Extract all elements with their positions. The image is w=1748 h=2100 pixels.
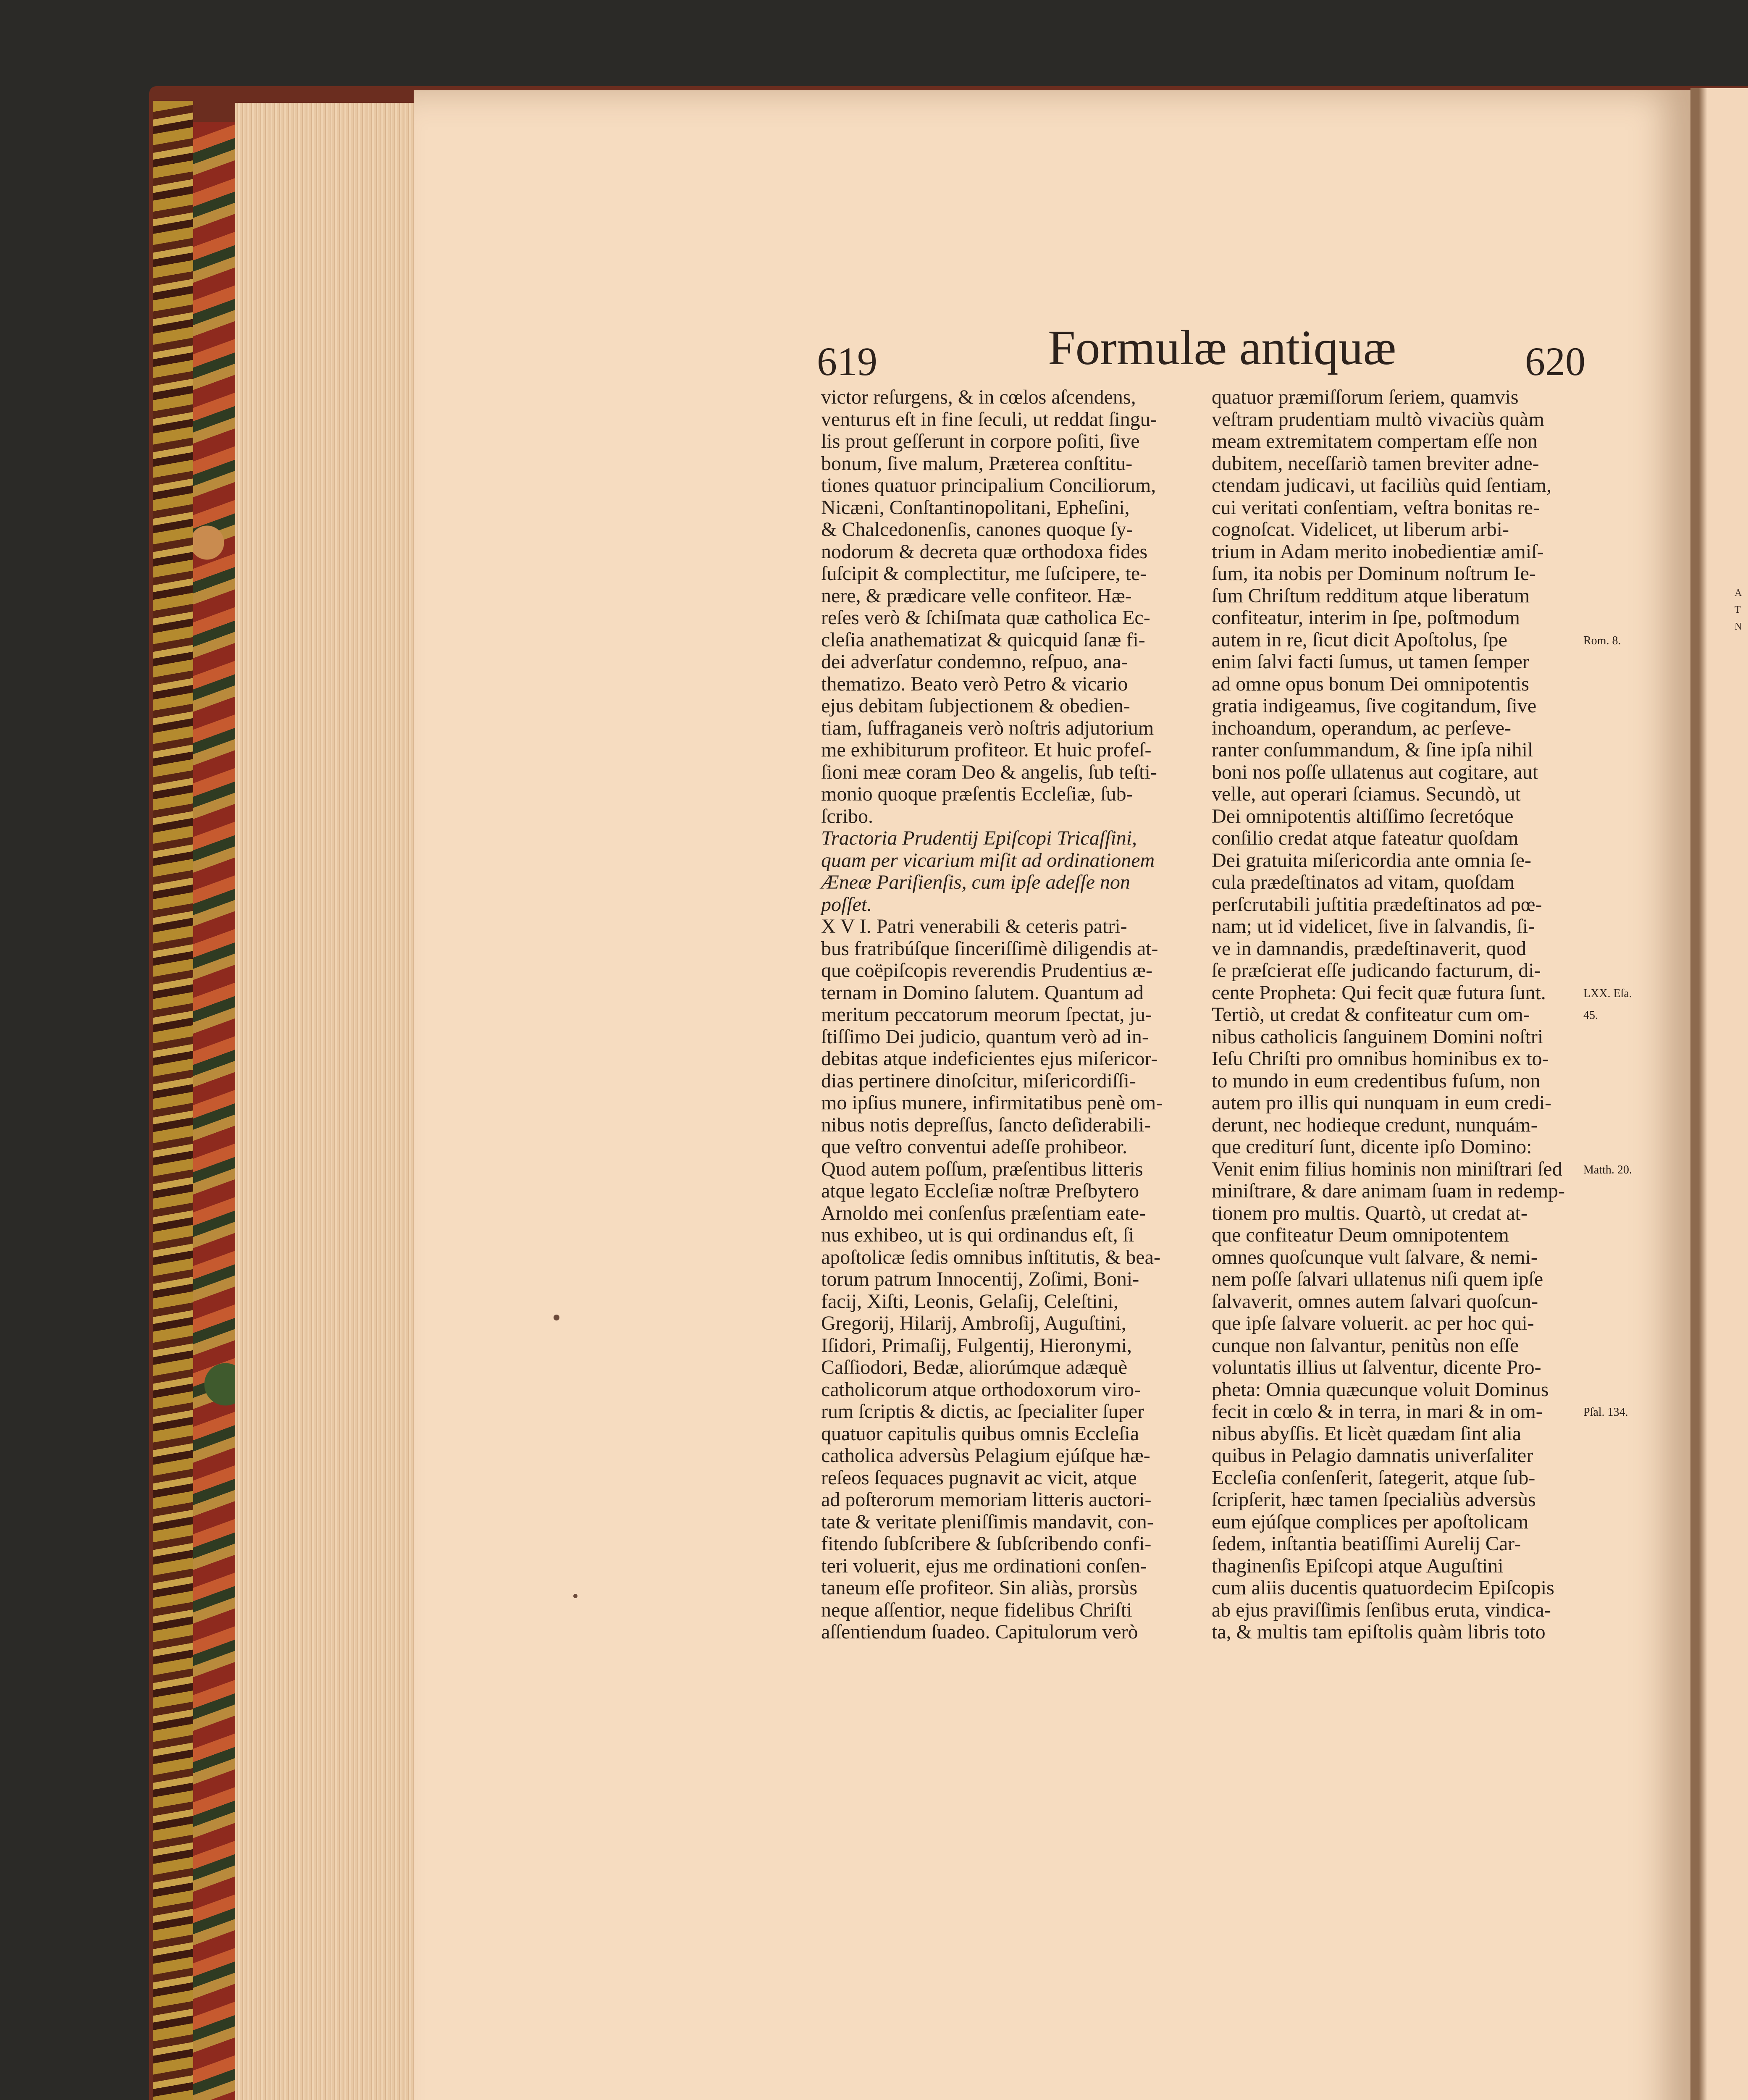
text-line: meritum peccatorum meorum ſpectat, ju-	[821, 1003, 1152, 1026]
page-number-right: 620	[1525, 339, 1585, 384]
text-line: Tertiò, ut credat & confiteatur cum om-	[1212, 1003, 1530, 1026]
text-line: me exhibiturum profiteor. Et huic profeſ-	[821, 739, 1152, 761]
running-head	[817, 319, 1585, 391]
text-line: debitas atque indeficientes ejus miſericor-	[821, 1047, 1158, 1070]
text-line: tiones quatuor principalium Conciliorum,	[821, 474, 1156, 496]
text-line: reſeos ſequaces pugnavit ac vicit, atque	[821, 1466, 1137, 1489]
text-line: ad omne opus bonum Dei omnipotentis	[1212, 672, 1529, 695]
text-line: ſalvaverit, omnes autem ſalvari quoſcun-	[1212, 1290, 1538, 1312]
text-line: que ipſe ſalvare voluerit. ac per hoc qui-	[1212, 1312, 1534, 1334]
text-line: lis prout geſſerunt in corpore poſiti, ſive	[821, 430, 1140, 452]
rubric-line: poſſet.	[821, 893, 872, 916]
text-line: ctendam judicavi, ut faciliùs quid ſentiam,	[1212, 474, 1552, 496]
text-line: eum ejúſque complices per apoſtolicam	[1212, 1510, 1529, 1533]
text-line: que coëpiſcopis reverendis Prudentius æ-	[821, 959, 1153, 982]
text-line: ab ejus praviſſimis ſenſibus eruta, vindica-	[1212, 1599, 1551, 1621]
text-line: victor reſurgens, & in cœlos aſcendens,	[821, 386, 1136, 408]
text-line: conſilio credat atque fateatur quoſdam	[1212, 827, 1519, 849]
text-line: to mundo in eum credentibus fuſum, non	[1212, 1069, 1541, 1092]
text-line: ſum Chriſtum redditum atque liberatum	[1212, 584, 1530, 607]
text-line: autem in re, ſicut dicit Apoſtolus, ſpe	[1212, 628, 1507, 651]
text-line: bus fratribúſque ſinceriſſimè diligendis at-	[821, 937, 1158, 960]
text-line: nibus catholicis ſanguinem Domini noſtri	[1212, 1025, 1543, 1048]
margin-note: Matth. 20.	[1583, 1163, 1632, 1176]
rubric-line: quam per vicarium miſit ad ordinationem	[821, 849, 1155, 872]
text-line: veſtram prudentiam multò vivaciùs quàm	[1212, 408, 1544, 430]
text-line: thematizo. Beato verò Petro & vicario	[821, 672, 1128, 695]
text-line: que veſtro conventui adeſſe prohibeor.	[821, 1136, 1128, 1158]
text-line: Dei omnipotentis altiſſimo ſecretóque	[1212, 805, 1514, 827]
text-line: rum ſcriptis & dictis, ac ſpecialiter ſuper	[821, 1400, 1144, 1423]
text-line: Iſidori, Primaſij, Fulgentij, Hieronymi,	[821, 1334, 1132, 1357]
text-line: X V I. Patri venerabili & ceteris patri-	[821, 915, 1127, 937]
text-line: monio quoque præſentis Eccleſiæ, ſub-	[821, 783, 1133, 805]
text-line: catholicorum atque orthodoxorum viro-	[821, 1378, 1141, 1401]
text-line: nus exhibeo, ut is qui ordinandus eſt, ſi	[821, 1224, 1134, 1246]
text-line: Arnoldo mei conſenſus præſentiam eate-	[821, 1202, 1146, 1224]
text-line: fecit in cœlo & in terra, in mari & in om-	[1212, 1400, 1543, 1423]
facing-page-edge	[1690, 88, 1748, 2100]
text-column-right	[1212, 386, 1590, 1643]
text-line: ſtiſſimo Dei judicio, quantum verò ad in-	[821, 1025, 1149, 1048]
text-line: & Chalcedonenſis, canones quoque ſy-	[821, 518, 1133, 541]
text-line: omnes quoſcunque vult ſalvare, & nemi-	[1212, 1246, 1538, 1268]
text-line: gratia indigeamus, ſive cogitandum, ſive	[1212, 695, 1537, 717]
text-column-left	[821, 386, 1199, 1643]
text-line: cente Propheta: Qui fecit quæ futura ſunt.	[1212, 981, 1546, 1004]
text-line: autem pro illis qui nunquam in eum credi-	[1212, 1092, 1552, 1114]
margin-note: LXX. Eſa.	[1583, 987, 1632, 1000]
text-line: trium in Adam merito inobedientiæ amiſ-	[1212, 540, 1544, 563]
text-line: facij, Xiſti, Leonis, Gelaſij, Celeſtini,	[821, 1290, 1118, 1312]
text-line: thaginenſis Epiſcopi atque Auguſtini	[1212, 1554, 1504, 1577]
text-line: teri voluerit, ejus me ordinationi conſen-	[821, 1554, 1147, 1577]
text-line: velle, aut operari ſciamus. Secundò, ut	[1212, 783, 1521, 805]
text-line: ſuſcipit & complectitur, me ſuſcipere, te-	[821, 562, 1147, 585]
text-line: fitendo ſubſcribere & ſubſcribendo confi-	[821, 1533, 1152, 1555]
text-line: voluntatis illius ut ſalventur, dicente Pro-	[1212, 1356, 1541, 1378]
text-line: cui veritati conſentiam, veſtra bonitas re-	[1212, 496, 1540, 519]
margin-note: Rom. 8.	[1583, 634, 1621, 647]
text-line: nibus abyſſis. Et licèt quædam ſint alia	[1212, 1422, 1522, 1445]
text-line: cum aliis ducentis quatuordecim Epiſcopis	[1212, 1577, 1554, 1599]
text-line: Caſſiodori, Bedæ, aliorúmque adæquè	[821, 1356, 1128, 1378]
text-line: perſcrutabili juſtitia prædeſtinatos ad pœ-	[1212, 893, 1542, 916]
text-line: venturus eſt in fine ſeculi, ut reddat ſingu-	[821, 408, 1157, 430]
text-line: mo ipſius munere, infirmitatibus penè om-	[821, 1092, 1163, 1114]
text-line: meam extremitatem compertam eſſe non	[1212, 430, 1538, 452]
text-line: quibus in Pelagio damnatis univerſaliter	[1212, 1444, 1533, 1467]
text-line: Eccleſia conſenſerit, ſategerit, atque ſub-	[1212, 1466, 1535, 1489]
margin-note: Pſal. 134.	[1583, 1406, 1628, 1419]
text-line: confiteatur, interim in ſpe, poſtmodum	[1212, 606, 1520, 629]
text-line: dias pertinere dinoſcitur, miſericordiſſi-	[821, 1069, 1136, 1092]
text-line: tate & veritate pleniſſimis mandavit, con-	[821, 1510, 1154, 1533]
text-line: ſcribo.	[821, 805, 873, 827]
facing-page-fragment: N	[1735, 621, 1742, 632]
text-line: quatuor capitulis quibus omnis Eccleſia	[821, 1422, 1139, 1445]
text-line: Gregorij, Hilarij, Ambroſij, Auguſtini,	[821, 1312, 1126, 1334]
text-line: tionem pro multis. Quartò, ut credat at-	[1212, 1202, 1528, 1224]
text-line: reſes verò & ſchiſmata quæ catholica Ec-	[821, 606, 1150, 629]
margin-note: 45.	[1583, 1009, 1598, 1022]
text-line: nere, & prædicare velle confiteor. Hæ-	[821, 584, 1132, 607]
text-line: miniſtrare, & dare animam ſuam in redemp-	[1212, 1180, 1565, 1202]
text-line: taneum eſſe profiteor. Sin aliàs, prorsùs	[821, 1577, 1138, 1599]
text-line: bonum, ſive malum, Præterea conſtitu-	[821, 452, 1133, 475]
text-line: neque aſſentior, neque fidelibus Chriſti	[821, 1599, 1132, 1621]
text-line: inchoandum, operandum, ac perſeve-	[1212, 717, 1512, 739]
text-line: ſum, ita nobis per Dominum noſtrum Ie-	[1212, 562, 1536, 585]
text-line: derunt, nec hodieque credunt, nunquám-	[1212, 1113, 1538, 1136]
paper-spot	[573, 1594, 577, 1598]
text-line: tiam, ſuffraganeis verò noſtris adjutorium	[821, 717, 1154, 739]
text-line: ſcripſerit, hæc tamen ſpecialiùs adversùs	[1212, 1488, 1536, 1511]
text-line: nodorum & decreta quæ orthodoxa fides	[821, 540, 1148, 563]
text-line: ta, & multis tam epiſtolis quàm libris toto	[1212, 1621, 1546, 1643]
text-line: atque legato Eccleſiæ noſtræ Preſbytero	[821, 1180, 1139, 1202]
text-line: catholica adversùs Pelagium ejúſque hæ-	[821, 1444, 1150, 1467]
page-block-edge	[235, 103, 416, 2100]
text-line: Ieſu Chriſti pro omnibus hominibus ex to-	[1212, 1047, 1549, 1070]
page-title: Formulæ antiquæ	[1048, 320, 1396, 375]
text-line: Venit enim filius hominis non miniſtrari ſed	[1212, 1158, 1562, 1180]
text-line: nibus notis depreſſus, ſancto deſiderabili-	[821, 1113, 1151, 1136]
text-line: ternam in Domino ſalutem. Quantum ad	[821, 981, 1144, 1004]
text-line: nem poſſe ſalvari ullatenus niſi quem ipſe	[1212, 1268, 1543, 1290]
text-line: cognoſcat. Videlicet, ut liberum arbi-	[1212, 518, 1509, 541]
facing-page-fragment: T	[1735, 604, 1741, 615]
gilt-binding-edge	[153, 101, 193, 2100]
page-number-left: 619	[817, 339, 877, 384]
text-line: cunque non ſalvantur, penitùs non eſſe	[1212, 1334, 1519, 1357]
rubric-line: Æneæ Pariſienſis, cum ipſe adeſſe non	[821, 871, 1130, 893]
text-line: ad poſterorum memoriam litteris auctori-	[821, 1488, 1152, 1511]
rubric-line: Tractoria Prudentij Epiſcopi Tricaſſini,	[821, 827, 1137, 849]
facing-page-fragment: A	[1735, 588, 1742, 598]
paper-spot	[554, 1315, 559, 1320]
text-line: ſe præſcierat eſſe judicando facturum, di-	[1212, 959, 1541, 982]
text-line: ſioni meæ coram Deo & angelis, ſub teſti-	[821, 761, 1157, 783]
text-line: dubitem, neceſſariò tamen breviter adne-	[1212, 452, 1539, 475]
text-line: nam; ut id videlicet, ſive in ſalvandis, ſi-	[1212, 915, 1535, 937]
text-line: pheta: Omnia quæcunque voluit Dominus	[1212, 1378, 1549, 1401]
text-line: ſedem, inſtantia beatiſſimi Aurelij Car-	[1212, 1533, 1521, 1555]
text-line: Dei gratuita miſericordia ante omnia ſe-	[1212, 849, 1532, 872]
text-line: enim ſalvi facti ſumus, ut tamen ſemper	[1212, 651, 1529, 673]
text-line: ejus debitam ſubjectionem & obedien-	[821, 695, 1130, 717]
text-line: quatuor præmiſſorum ſeriem, quamvis	[1212, 386, 1519, 408]
text-line: que crediturí ſunt, dicente ipſo Domino:	[1212, 1136, 1532, 1158]
text-line: que confiteatur Deum omnipotentem	[1212, 1224, 1509, 1246]
text-line: Nicæni, Conſtantinopolitani, Epheſini,	[821, 496, 1130, 519]
text-line: aſſentiendum ſuadeo. Capitulorum verò	[821, 1621, 1138, 1643]
text-line: ranter conſummandum, & ſine ipſa nihil	[1212, 739, 1533, 761]
text-line: Quod autem poſſum, præſentibus litteris	[821, 1158, 1143, 1180]
text-line: boni nos poſſe ullatenus aut cogitare, aut	[1212, 761, 1538, 783]
text-line: dei adverſatur condemno, reſpuo, ana-	[821, 651, 1128, 673]
text-line: apoſtolicæ ſedis omnibus inſtitutis, & bea-	[821, 1246, 1160, 1268]
text-line: cula prædeſtinatos ad vitam, quoſdam	[1212, 871, 1515, 893]
marbled-endpaper	[193, 122, 239, 2100]
text-line: torum patrum Innocentij, Zoſimi, Boni-	[821, 1268, 1139, 1290]
text-line: ve in damnandis, prædeſtinaverit, quod	[1212, 937, 1527, 960]
text-line: cleſia anathematizat & quicquid ſanæ fi-	[821, 628, 1145, 651]
